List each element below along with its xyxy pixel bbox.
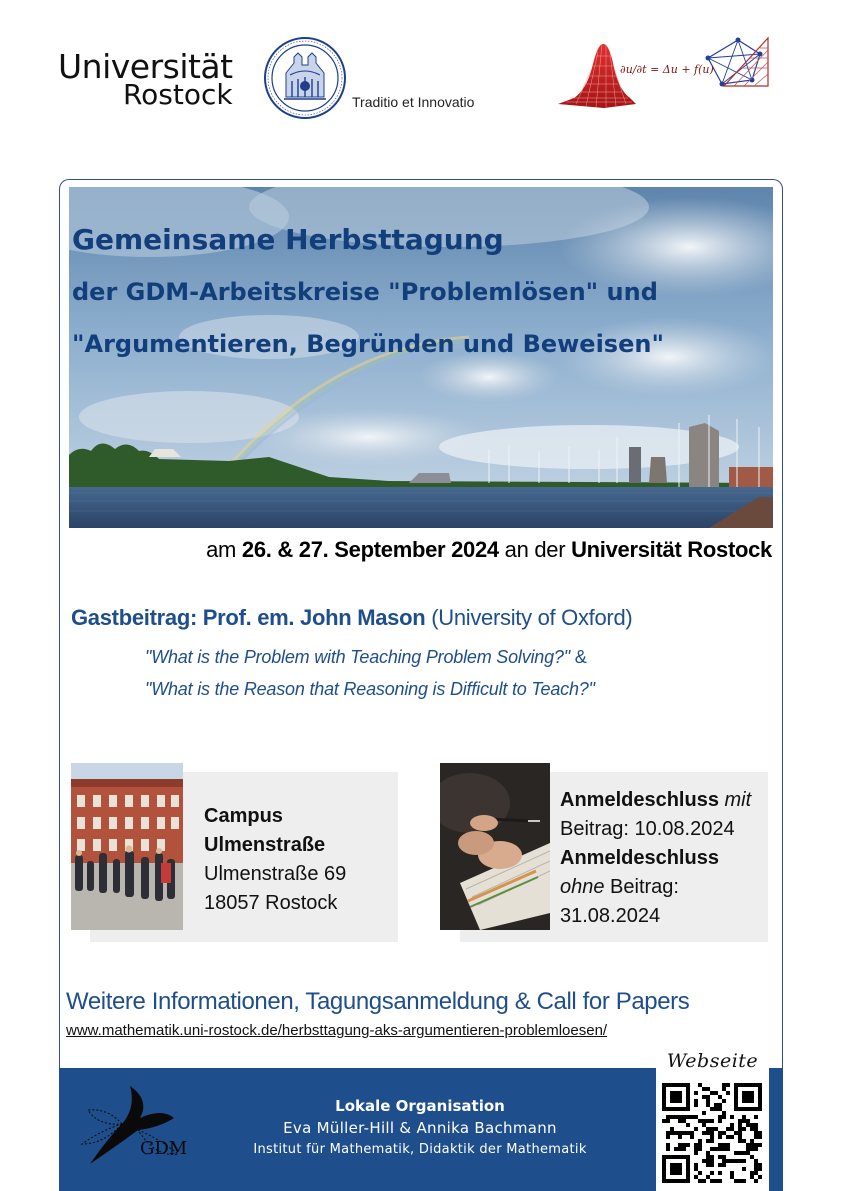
university-name-line1: Universität <box>58 47 233 86</box>
university-name-line2: Rostock <box>122 78 233 111</box>
campus-title-1: Campus <box>204 805 283 827</box>
conference-website-link[interactable]: www.mathematik.uni-rostock.de/herbsttagung-aks-argumentieren-problemloesen/ <box>66 1022 608 1039</box>
date-days: 26. & 27. September 2024 <box>241 537 499 562</box>
campus-photo <box>71 763 183 930</box>
guest-affiliation: (University of Oxford) <box>425 605 633 630</box>
deadline-1-modifier: mit <box>724 789 752 811</box>
campus-city: 18057 Rostock <box>204 892 338 914</box>
talk-title-2: "What is the Reason that Reasoning is Difficult to Teach?" <box>145 679 595 699</box>
university-tagline: Traditio et Innovatio <box>352 94 475 110</box>
organiser-institute: Institut für Mathematik, Didaktik der Mathematik <box>253 1142 587 1157</box>
gdm-logo-icon <box>78 1078 194 1170</box>
deadline-1-value: Beitrag: 10.08.2024 <box>560 818 735 840</box>
campus-street: Ulmenstraße 69 <box>204 863 347 885</box>
conference-title <box>72 214 664 370</box>
talk-title-1 <box>145 647 587 668</box>
deadline-2-condition <box>560 873 765 902</box>
organisation-heading: Lokale Organisation <box>335 1097 505 1115</box>
title-line-1: Gemeinsame Herbsttagung <box>72 223 504 256</box>
organiser-names: Eva Müller-Hill & Annika Bachmann <box>283 1119 557 1137</box>
deadline-1-heading <box>560 786 765 815</box>
university-wordmark <box>58 47 233 111</box>
campus-title-2: Ulmenstraße <box>204 834 326 856</box>
date-middle: an der <box>498 537 572 562</box>
guest-label: Gastbeitrag: Prof. em. John Mason <box>71 605 426 630</box>
qr-code-icon[interactable] <box>662 1083 762 1183</box>
qr-label: Webseite <box>666 1050 759 1072</box>
deadline-2-label: Anmeldeschluss <box>560 847 719 869</box>
campus-address <box>204 802 346 918</box>
deadline-2-date: 31.08.2024 <box>560 905 661 927</box>
guest-speaker <box>71 605 632 631</box>
conference-date <box>206 537 772 563</box>
talk-1-text: "What is the Problem with Teaching Problem Solving?" <box>145 647 570 667</box>
registration-deadlines <box>560 786 765 931</box>
date-prefix: am <box>206 537 242 562</box>
title-line-3: "Argumentieren, Begründen und Beweisen" <box>72 330 664 358</box>
talk-connector: & <box>569 647 587 667</box>
university-seal-icon <box>264 37 346 119</box>
title-line-2: der GDM-Arbeitskreise "Problemlösen" und <box>72 278 658 306</box>
deadline-1-label: Anmeldeschluss <box>560 789 719 811</box>
deadline-2-value: Beitrag: <box>604 876 679 898</box>
hero-banner <box>69 187 773 528</box>
qr-panel <box>656 1048 769 1191</box>
more-info-heading: Weitere Informationen, Tagungsanmeldung & Call for Papers <box>66 988 690 1015</box>
writing-photo <box>440 763 550 930</box>
deadline-2-modifier: ohne <box>560 876 605 898</box>
date-venue: Universität Rostock <box>571 537 772 562</box>
deadline-2-heading <box>560 844 765 873</box>
heat-equation-formula: ∂u/∂t = Δu + f(u) <box>620 63 714 76</box>
gdm-logo-text: GDM <box>140 1138 188 1159</box>
